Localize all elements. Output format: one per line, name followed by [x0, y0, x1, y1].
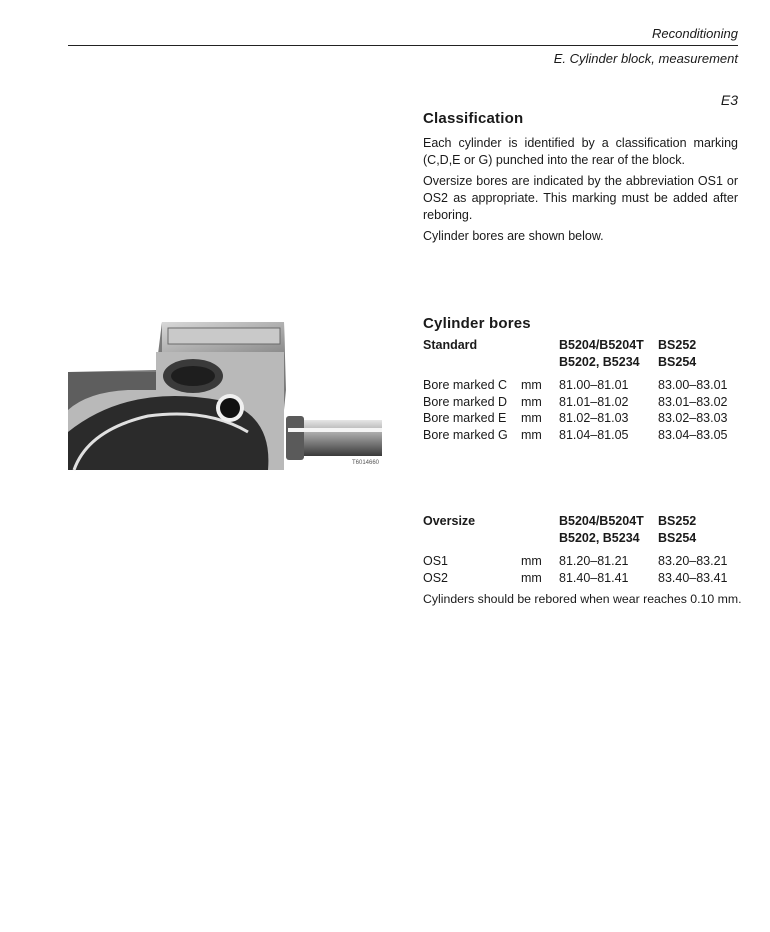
table-row — [423, 395, 743, 412]
cylinder-bores-heading: Cylinder bores — [423, 315, 531, 332]
oversize-bores-table — [423, 514, 743, 609]
figure-label: T6014660 — [352, 460, 380, 466]
row-value-b: 83.00–83.01 — [658, 378, 728, 392]
rebore-note: Cylinders should be rebored when wear reaches 0.10 mm. — [423, 592, 742, 606]
classification-section — [423, 110, 738, 245]
table-row — [423, 428, 743, 445]
col-b-header: BS252 — [658, 514, 697, 528]
row-unit: mm — [521, 394, 542, 409]
table-row — [423, 571, 743, 588]
row-value-a: 81.04–81.05 — [559, 427, 629, 442]
table-row — [423, 554, 743, 571]
row-label: Bore marked D — [423, 394, 508, 409]
row-label: OS2 — [423, 570, 449, 585]
row-value-a: 81.40–81.41 — [559, 570, 629, 585]
row-value-b: 83.02–83.03 — [658, 411, 728, 425]
classification-heading: Classification — [423, 110, 524, 127]
section-title: Reconditioning — [651, 26, 738, 41]
row-label: Bore marked C — [423, 378, 508, 392]
oversize-paragraph: Oversize bores are indicated by the abbreviation OS1 or OS2 as appropriate. This marking must be added after reboring. — [423, 174, 738, 222]
row-value-a: 81.20–81.21 — [559, 554, 629, 568]
row-value-b: 83.04–83.05 — [658, 427, 728, 442]
row-unit: mm — [521, 427, 542, 442]
col-a-header: B5204/B5204T — [559, 338, 644, 352]
table-row — [423, 378, 743, 395]
col-b-header: BS252 — [658, 338, 697, 352]
subsection-title: E. Cylinder block, measurement — [553, 51, 738, 66]
row-value-a: 81.02–81.03 — [559, 411, 629, 425]
row-value-a: 81.01–81.02 — [559, 394, 629, 409]
header-divider — [68, 45, 738, 46]
row-unit: mm — [521, 570, 542, 585]
row-label: OS1 — [423, 554, 449, 568]
col-b-header: BS254 — [658, 530, 697, 545]
col-a-header: B5202, B5234 — [559, 354, 640, 369]
bores-intro-paragraph: Cylinder bores are shown below. — [423, 229, 604, 243]
page-code: E3 — [720, 92, 738, 108]
row-label: Bore marked E — [423, 411, 507, 425]
standard-label: Standard — [423, 338, 478, 352]
classification-paragraph: Each cylinder is identified by a classification marking (C,D,E or G) punched into the rear of the block. — [423, 136, 738, 167]
col-a-header: B5202, B5234 — [559, 530, 640, 545]
table-row — [423, 411, 743, 428]
row-unit: mm — [521, 554, 542, 568]
col-b-header: BS254 — [658, 354, 697, 369]
row-unit: mm — [521, 378, 542, 392]
row-value-b: 83.40–83.41 — [658, 570, 728, 585]
row-unit: mm — [521, 411, 542, 425]
cylinder-block-photo — [68, 320, 384, 472]
oversize-label: Oversize — [423, 514, 476, 528]
row-value-b: 83.01–83.02 — [658, 394, 728, 409]
col-a-header: B5204/B5204T — [559, 514, 644, 528]
standard-bores-table — [423, 338, 743, 444]
row-value-a: 81.00–81.01 — [559, 378, 629, 392]
row-value-b: 83.20–83.21 — [658, 554, 728, 568]
row-label: Bore marked G — [423, 427, 508, 442]
